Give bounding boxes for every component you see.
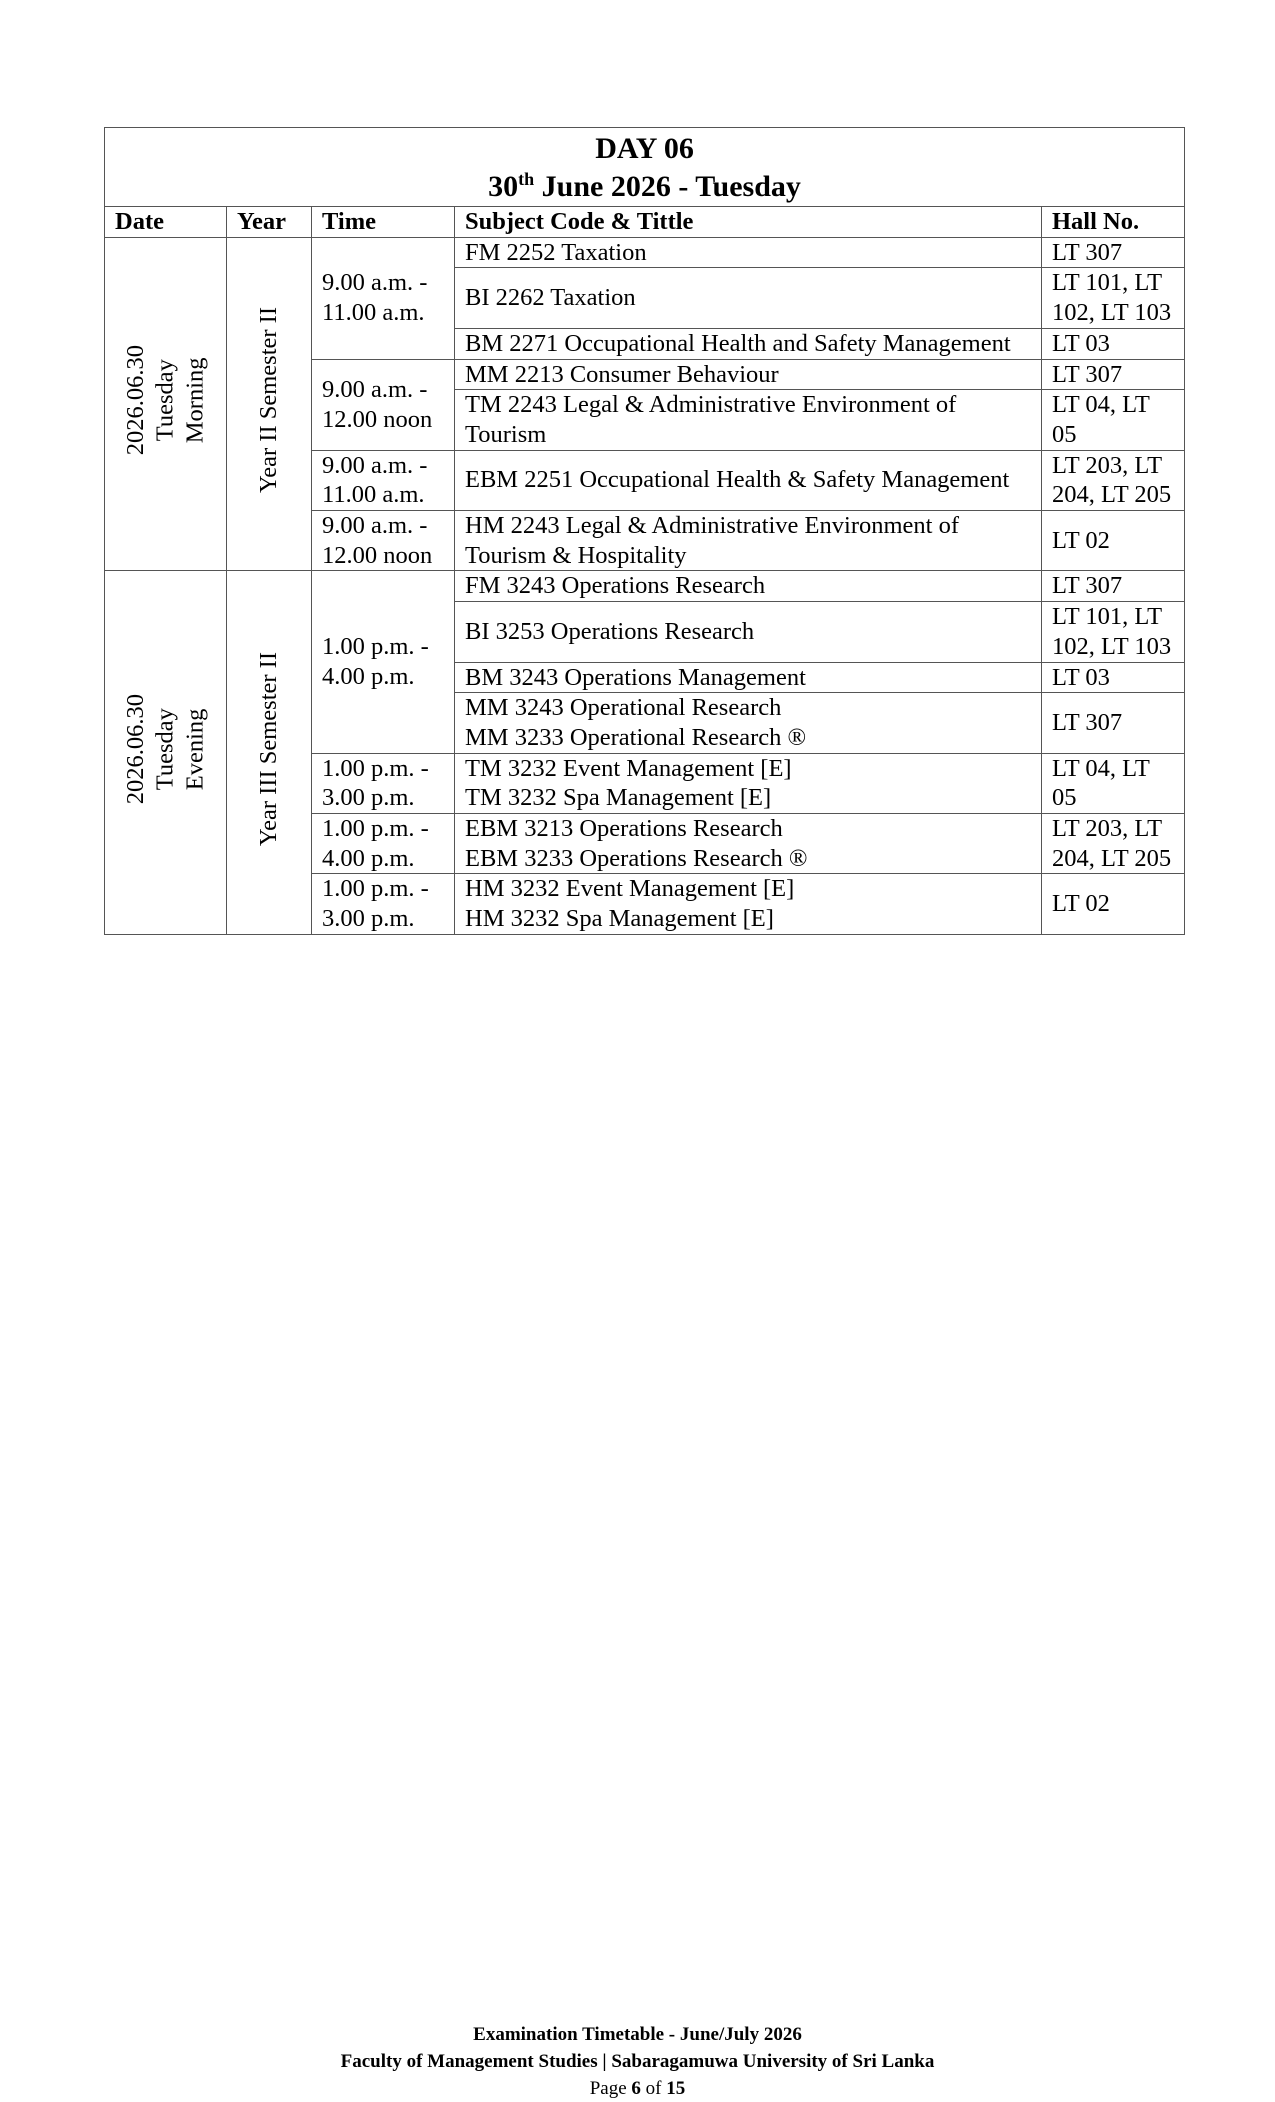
subject-cell: EBM 2251 Occupational Health & Safety Management <box>455 450 1042 510</box>
evening-year-cell <box>227 571 312 934</box>
time-cell: 1.00 p.m. - 4.00 p.m. <box>312 571 455 753</box>
time-cell: 1.00 p.m. - 4.00 p.m. <box>312 814 455 874</box>
evening-date-label: 2026.06.30 Tuesday Evening <box>121 693 209 804</box>
exam-timetable <box>104 127 1185 935</box>
morning-date-label: 2026.06.30 Tuesday Morning <box>121 345 209 456</box>
subject-cell: MM 3243 Operational Research MM 3233 Operational Research ® <box>455 693 1042 753</box>
hall-cell: LT 307 <box>1042 237 1185 268</box>
hall-cell: LT 02 <box>1042 511 1185 571</box>
subject-cell: BM 2271 Occupational Health and Safety Management <box>455 328 1042 359</box>
day-title-row <box>105 128 1185 207</box>
day-date-suffix: th <box>518 169 535 189</box>
hall-cell: LT 307 <box>1042 693 1185 753</box>
subject-cell: HM 2243 Legal & Administrative Environment of Tourism & Hospitality <box>455 511 1042 571</box>
table-row <box>105 237 1185 268</box>
evening-year-label: Year III Semester II <box>255 651 283 846</box>
morning-date-cell <box>105 237 227 571</box>
page-footer <box>0 2021 1275 2102</box>
morning-year-cell <box>227 237 312 571</box>
time-cell: 1.00 p.m. - 3.00 p.m. <box>312 753 455 813</box>
subject-cell: FM 3243 Operations Research <box>455 571 1042 602</box>
day-date <box>105 168 1184 206</box>
hall-cell: LT 04, LT 05 <box>1042 753 1185 813</box>
hall-cell: LT 203, LT 204, LT 205 <box>1042 450 1185 510</box>
header-date: Date <box>105 207 227 238</box>
evening-date-cell <box>105 571 227 934</box>
footer-timetable-title: Examination Timetable - June/July 2026 <box>473 2024 802 2045</box>
footer-faculty: Faculty of Management Studies | Sabaragamuwa University of Sri Lanka <box>340 2051 935 2072</box>
header-year: Year <box>227 207 312 238</box>
hall-cell: LT 307 <box>1042 359 1185 390</box>
subject-cell: MM 2213 Consumer Behaviour <box>455 359 1042 390</box>
subject-cell: BM 3243 Operations Management <box>455 662 1042 693</box>
morning-year-label: Year II Semester II <box>255 307 283 494</box>
hall-cell: LT 03 <box>1042 662 1185 693</box>
day-title: DAY 06 <box>595 132 694 165</box>
table-row <box>105 571 1185 602</box>
hall-cell: LT 101, LT 102, LT 103 <box>1042 268 1185 328</box>
header-row <box>105 207 1185 238</box>
time-cell: 1.00 p.m. - 3.00 p.m. <box>312 874 455 934</box>
hall-cell: LT 04, LT 05 <box>1042 390 1185 450</box>
subject-cell: HM 3232 Event Management [E] HM 3232 Spa Management [E] <box>455 874 1042 934</box>
time-cell: 9.00 a.m. - 11.00 a.m. <box>312 450 455 510</box>
hall-cell: LT 02 <box>1042 874 1185 934</box>
header-time: Time <box>312 207 455 238</box>
time-cell: 9.00 a.m. - 12.00 noon <box>312 359 455 450</box>
subject-cell: BI 3253 Operations Research <box>455 602 1042 662</box>
subject-cell: EBM 3213 Operations Research EBM 3233 Operations Research ® <box>455 814 1042 874</box>
subject-cell: FM 2252 Taxation <box>455 237 1042 268</box>
hall-cell: LT 307 <box>1042 571 1185 602</box>
footer-page-number: Page 6 of 15 <box>589 2078 686 2099</box>
hall-cell: LT 03 <box>1042 328 1185 359</box>
hall-cell: LT 203, LT 204, LT 205 <box>1042 814 1185 874</box>
subject-cell: BI 2262 Taxation <box>455 268 1042 328</box>
subject-cell: TM 3232 Event Management [E] TM 3232 Spa Management [E] <box>455 753 1042 813</box>
time-cell: 9.00 a.m. - 11.00 a.m. <box>312 237 455 359</box>
day-title-cell <box>105 128 1185 207</box>
day-date-number: 30 <box>488 170 519 203</box>
header-subject: Subject Code & Tittle <box>455 207 1042 238</box>
time-cell: 9.00 a.m. - 12.00 noon <box>312 511 455 571</box>
header-hall: Hall No. <box>1042 207 1185 238</box>
subject-cell: TM 2243 Legal & Administrative Environment of Tourism <box>455 390 1042 450</box>
hall-cell: LT 101, LT 102, LT 103 <box>1042 602 1185 662</box>
day-date-rest: June 2026 - Tuesday <box>534 170 801 203</box>
